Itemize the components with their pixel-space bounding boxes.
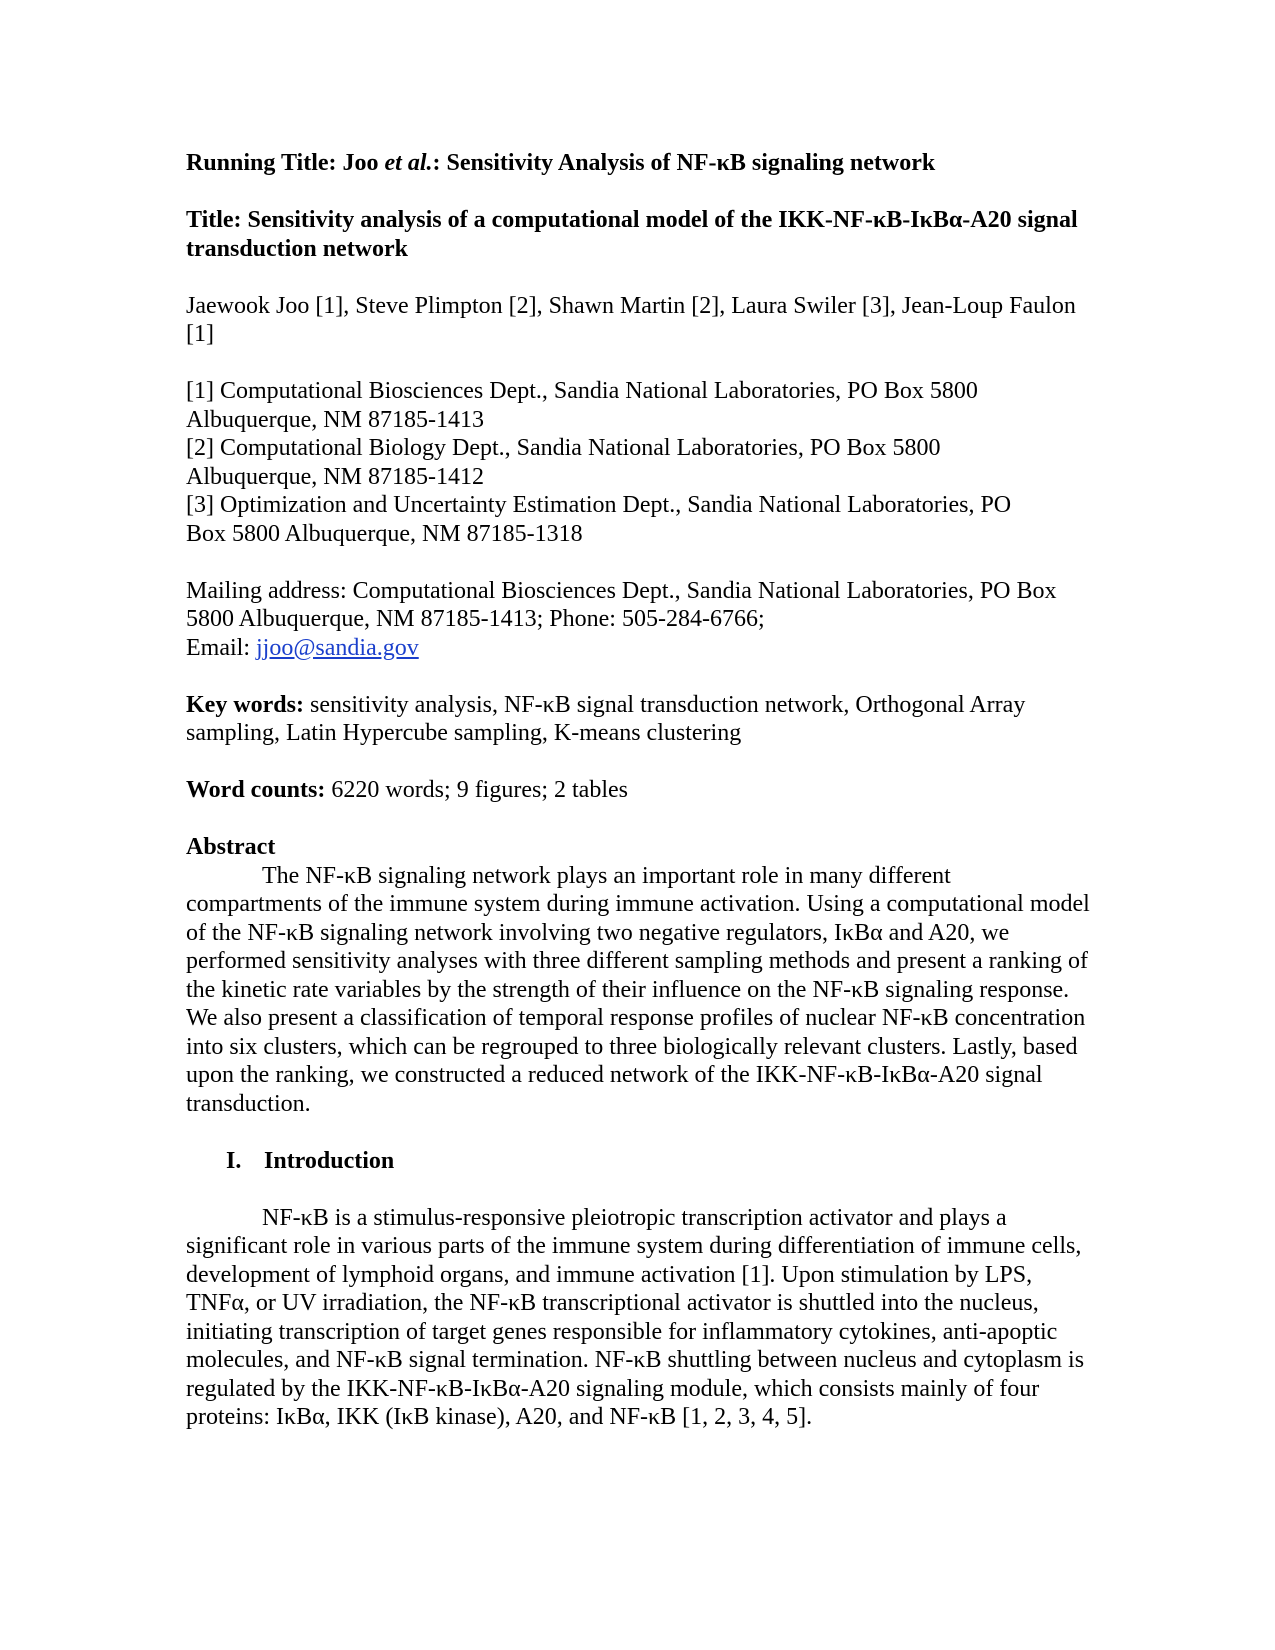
word-counts: Word counts: 6220 words; 9 figures; 2 tables [186, 777, 628, 803]
email-link[interactable]: jjoo@sandia.gov [255, 634, 419, 661]
abstract-body: The NF-κB signaling network plays an important role in many different compartments of the immune system during immune activation. Using a computational model of the NF-κB signaling network involving two negative regulators, IκBα and A20, we performed sensitivity analyses with three different sampling methods and present a ranking of the kinetic rate variables by the strength of their influence on the NF-κB signaling response. We also present a classification of temporal response profiles of nuclear NF-κB concentration into six clusters, which can be regrouped to three biologically relevant clusters. Lastly, based upon the ranking, we constructed a reduced network of the IKK-NF-κB-IκBα-A20 signal transduction. [186, 862, 1090, 1117]
affiliation-2: [2] Computational Biology Dept., Sandia National Laboratories, PO Box 5800 Albuquerque, NM 87185-1412 [186, 435, 941, 490]
keywords: Key words: sensitivity analysis, NF-κB signal transduction network, Orthogonal Array sampling, Latin Hypercube sampling, K-means clustering [186, 691, 1026, 746]
running-title: Running Title: Joo et al.: Sensitivity Analysis of NF-κB signaling network [186, 150, 936, 176]
abstract-heading: Abstract [186, 834, 276, 860]
affiliation-3: [3] Optimization and Uncertainty Estimation Dept., Sandia National Laboratories, PO Box 5800 Albuquerque, NM 87185-1318 [186, 492, 1012, 547]
paper-page [186, 149, 1091, 1432]
affiliations [186, 377, 1091, 548]
mailing-address: Mailing address: Computational Biosciences Dept., Sandia National Laboratories, PO Box 5800 Albuquerque, NM 87185-1413; Phone: 505-284-6766; Email: jjoo@sandia.gov [186, 577, 1057, 661]
introduction-body: NF-κB is a stimulus-responsive pleiotropic transcription activator and plays a significant role in various parts of the immune system during differentiation of immune cells, development of lymphoid organs, and immune activation [1]. Upon stimulation by LPS, TNFα, or UV irradiation, the NF-κB transcriptional activator is shuttled into the nucleus, initiating transcription of target genes responsible for inflammatory cytokines, anti-apoptic molecules, and NF-κB signal termination. NF-κB shuttling between nucleus and cytoplasm is regulated by the IKK-NF-κB-IκBα-A20 signaling module, which consists mainly of four proteins: IκBα, IKK (IκB kinase), A20, and NF-κB [1, 2, 3, 4, 5]. [186, 1204, 1085, 1430]
affiliation-1: [1] Computational Biosciences Dept., Sandia National Laboratories, PO Box 5800 Albuquerque, NM 87185-1413 [186, 378, 978, 433]
introduction-heading: I. Introduction [226, 1147, 395, 1174]
author-list: Jaewook Joo [1], Steve Plimpton [2], Shawn Martin [2], Laura Swiler [3], Jean-Loup Faulon [1] [186, 292, 1076, 347]
paper-title: Title: Sensitivity analysis of a computational model of the IKK-NF-κB-IκBα-A20 signal transduction network [186, 207, 1078, 262]
